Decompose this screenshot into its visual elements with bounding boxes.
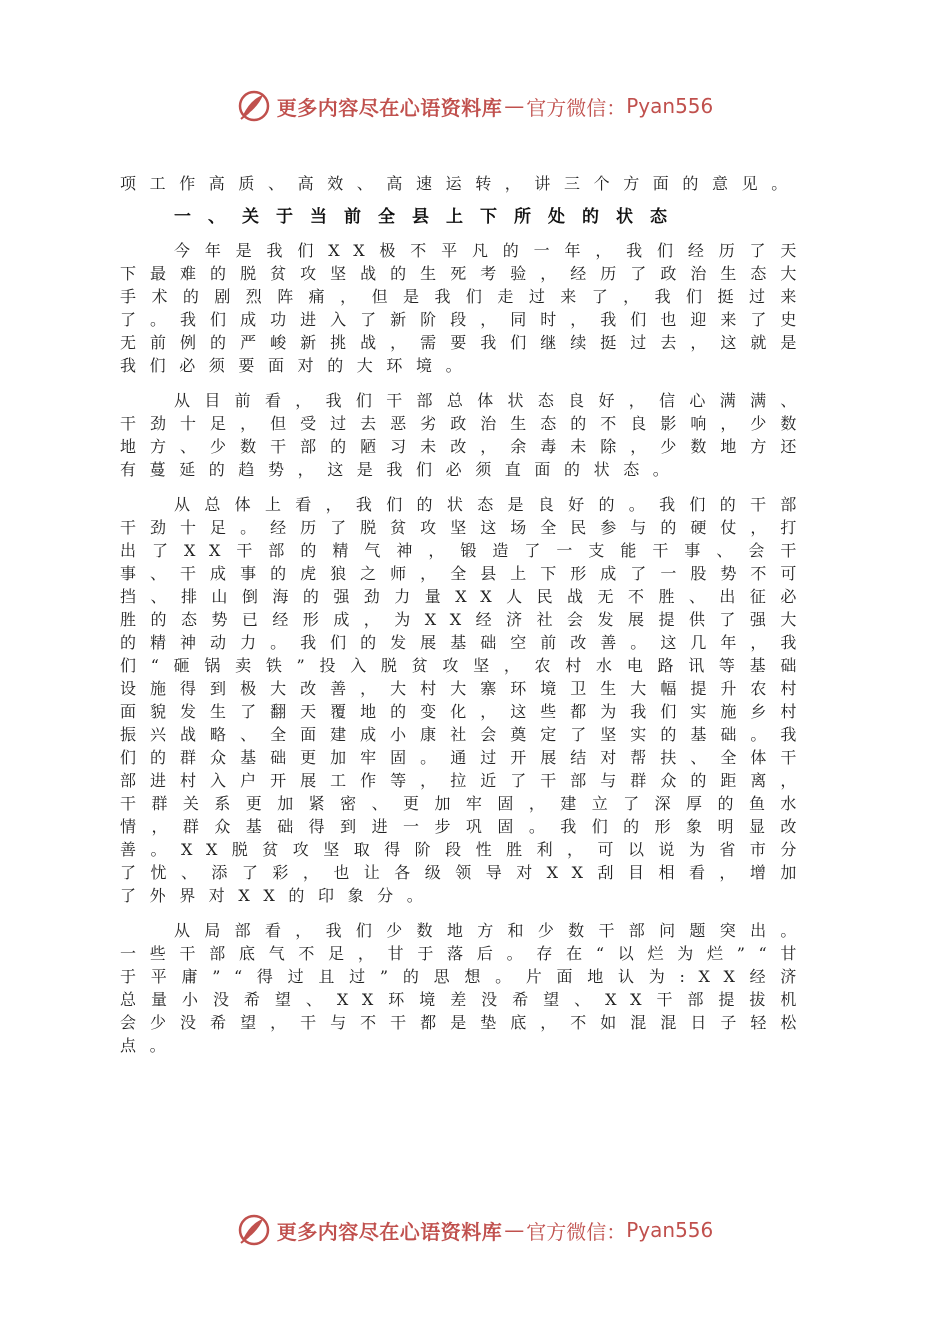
paragraph-3: 从总体上看，我们的状态是良好的。我们的干部干劲十足。经历了脱贫攻坚这场全民参与的硬仗，打出了XX干部的精气神，锻造了一支能干事、会干事、干成事的虎狼之师，全县上下形成了一股势不可挡、排山倒海的强劲力量XX人民战无不胜、出征必胜的态势已经形成，为XX经济社会发展提供了强大的精神动力。我们的发展基础空前改善。这几年，我们“砸锅卖铁”投入脱贫攻坚，农村水电路讯等基础设施得到极大改善，大村大寨环境卫生大幅提升农村面貌发生了翻天覆地的变化，这些都为我们实施乡村振兴战略、全面建成小康社会奠定了坚实的基础。我们的群众基础更加牢固。通过开展结对帮扶、全体干部进村入户开展工作等，拉近了干部与群众的距离，干群关系更加紧密、更加牢固，建立了深厚的鱼水情，群众基础得到进一步巩固。我们的形象明显改善。XX脱贫攻坚取得阶段性胜利，可以说为省市分了忧、添了彩，也让各级领导对XX刮目相看，增加了外界对XX的印象分。 <box>120 495 810 905</box>
paragraph-gap <box>120 377 810 389</box>
section-heading: 一、关于当前全县上下所处的状态 <box>174 207 684 227</box>
watermark-wechat-label: 官方微信： <box>526 95 627 120</box>
pen-logo-icon <box>237 1213 271 1247</box>
document-body <box>120 172 810 1057</box>
watermark-banner-top <box>0 84 950 128</box>
watermark-brand: 更多内容尽在心语资料库 <box>276 95 503 120</box>
watermark-banner-bottom <box>0 1208 950 1252</box>
watermark-dash: — <box>504 94 525 118</box>
intro-paragraph: 项工作高质、高效、高速运转，讲三个方面的意见。 <box>120 174 801 193</box>
watermark-wechat-label: 官方微信： <box>526 1219 627 1244</box>
paragraph-gap <box>120 907 810 919</box>
paragraph-gap <box>120 481 810 493</box>
paragraph-2: 从目前看，我们干部总体状态良好，信心满满、干劲十足，但受过去恶劣政治生态的不良影响，少数地方、少数干部的陋习未改，余毒未除，少数地方还有蔓延的趋势，这是我们必须直面的状态。 <box>120 391 810 479</box>
watermark-wechat-id: Pyan556 <box>626 1218 714 1242</box>
watermark-wechat-id: Pyan556 <box>626 94 714 118</box>
paragraph-1: 今年是我们XX极不平凡的一年，我们经历了天下最难的脱贫攻坚战的生死考验，经历了政治生态大手术的剧烈阵痛，但是我们走过来了，我们挺过来了。我们成功进入了新阶段，同时，我们也迎来了史无前例的严峻新挑战，需要我们继续挺过去，这就是我们必须要面对的大环境。 <box>120 241 810 375</box>
watermark-dash: — <box>504 1218 525 1242</box>
paragraph-4: 从局部看，我们少数地方和少数干部问题突出。一些干部底气不足，甘于落后。存在“以烂为烂”“甘于平庸”“得过且过”的思想。片面地认为:XX经济总量小没希望、XX环境差没希望、XX干部提拔机会少没希望，干与不干都是垫底，不如混混日子轻松点。 <box>120 921 810 1055</box>
watermark-brand: 更多内容尽在心语资料库 <box>276 1219 503 1244</box>
pen-logo-icon <box>237 89 271 123</box>
